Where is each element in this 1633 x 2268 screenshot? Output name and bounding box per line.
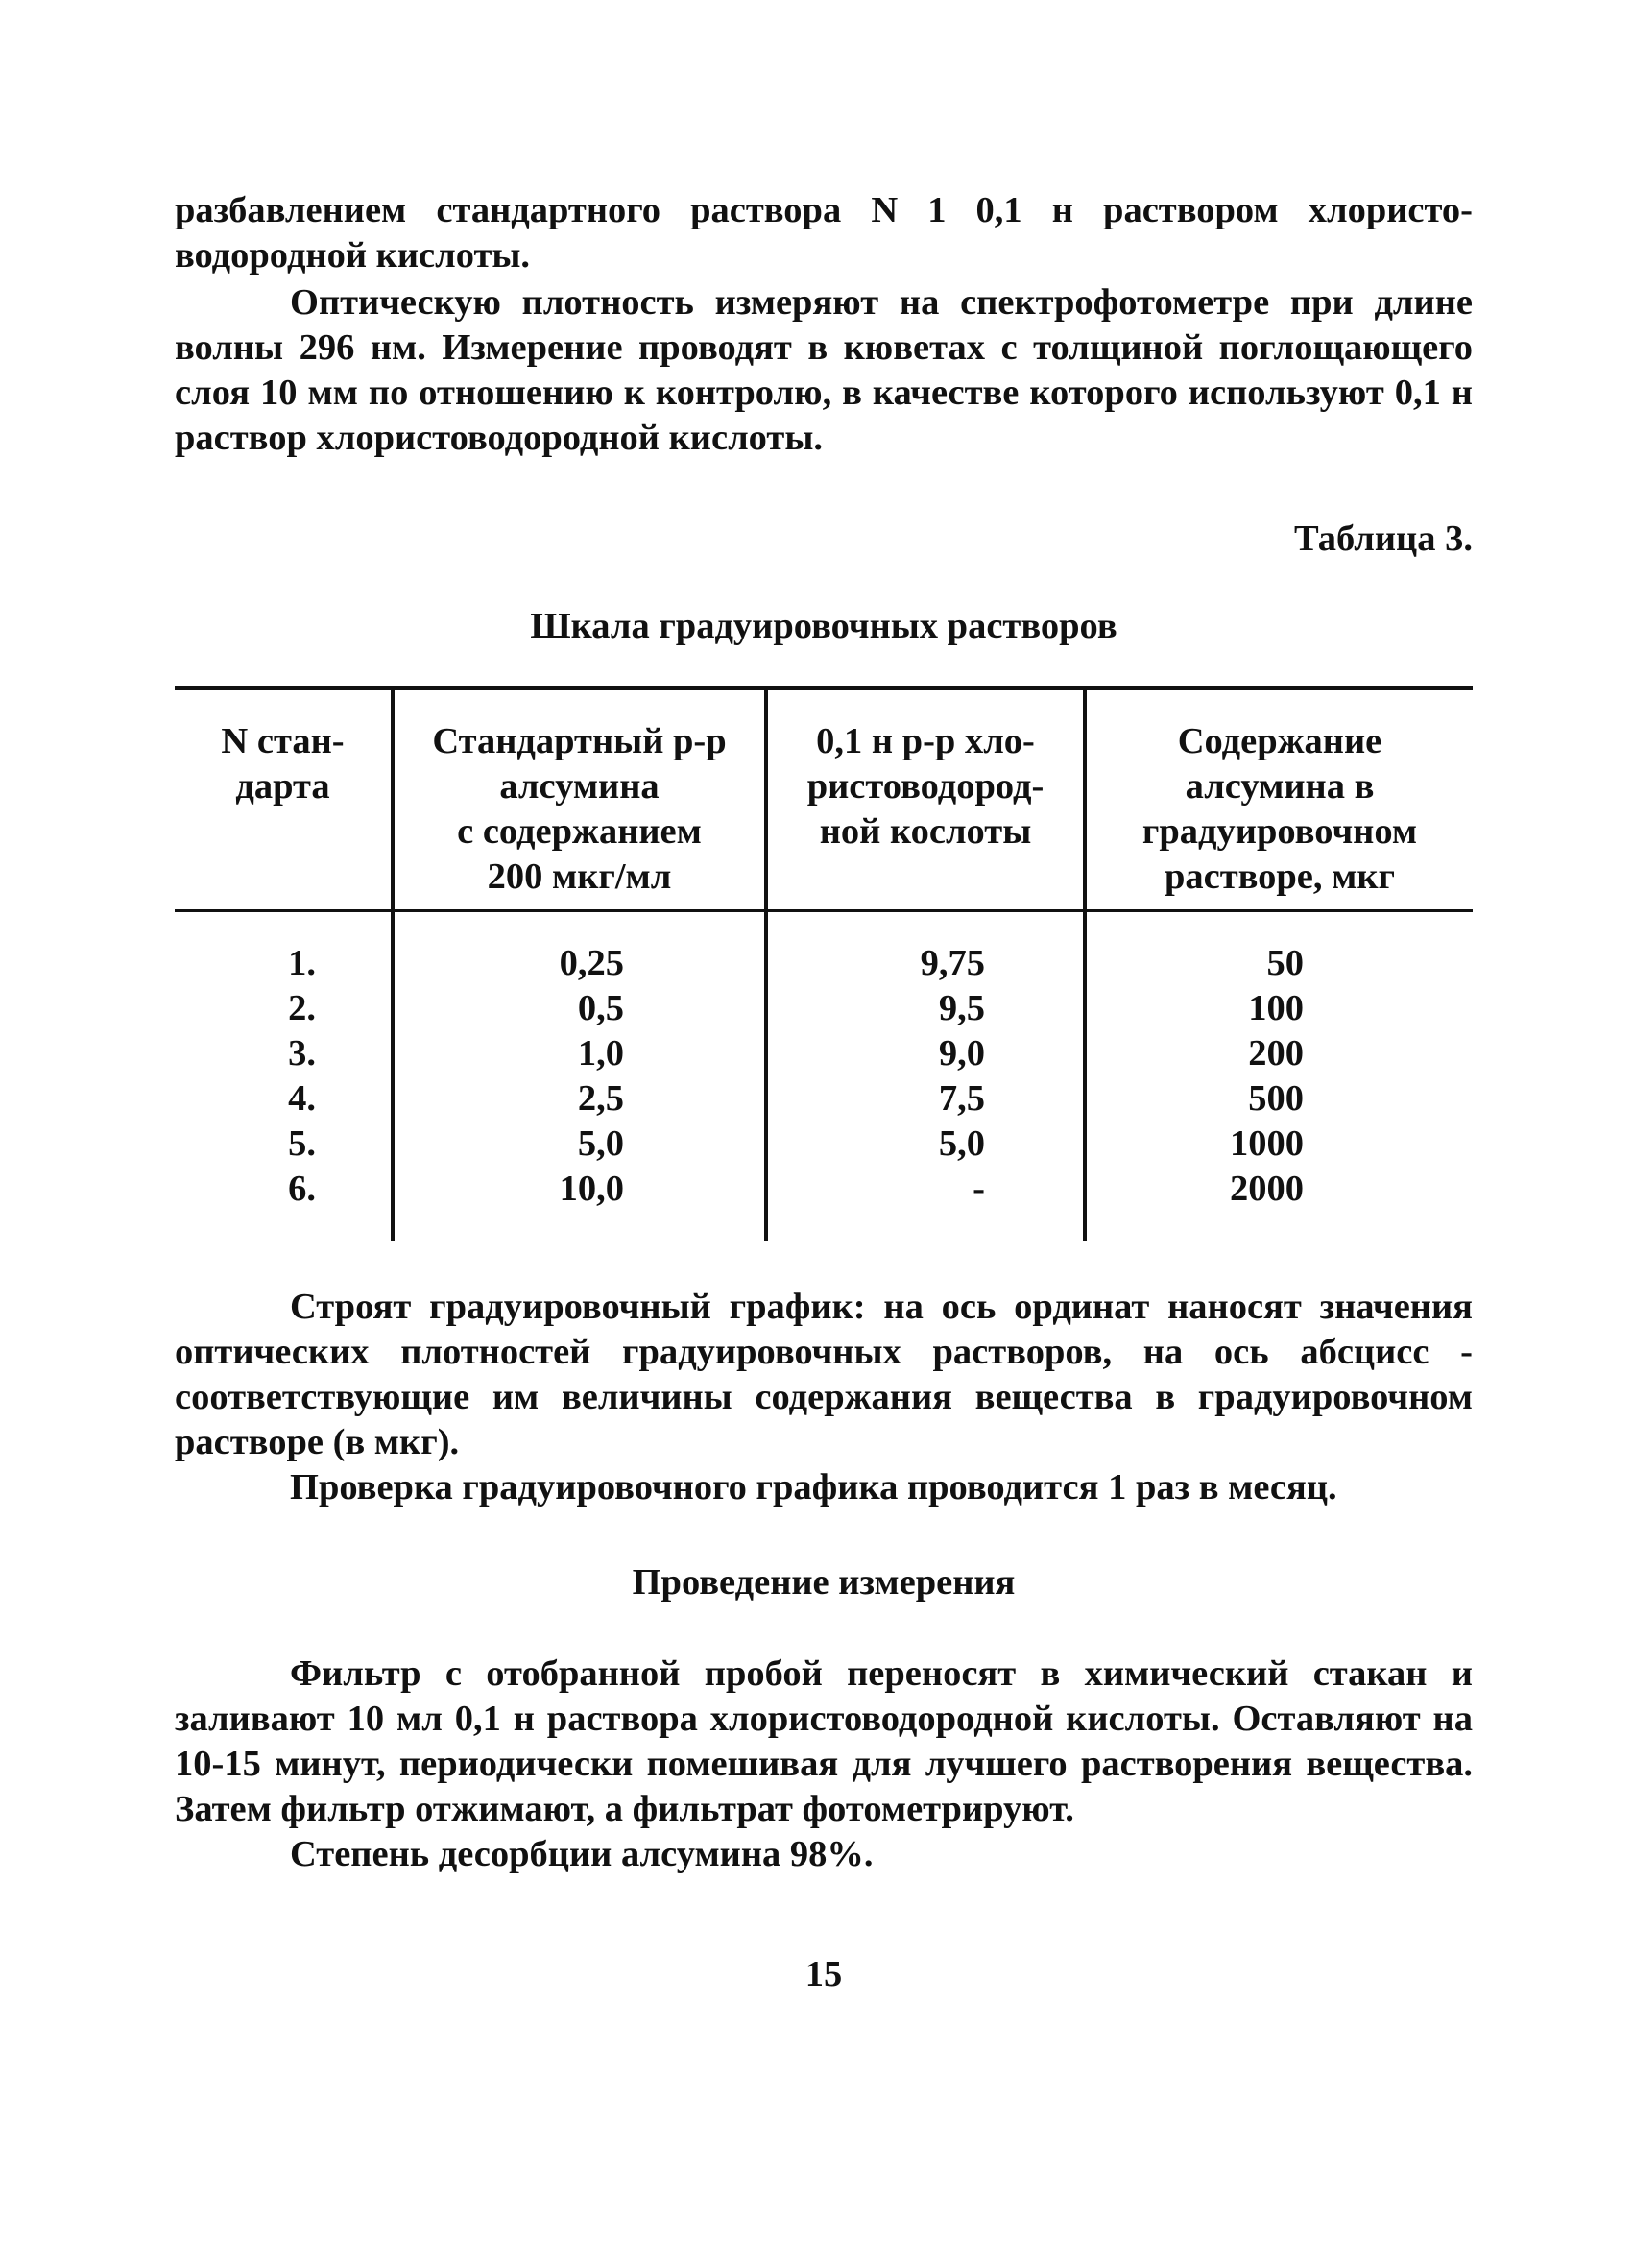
table-cell: 1000 [1230, 1123, 1304, 1164]
table-cell: 200 [1248, 1033, 1304, 1074]
table-cell: 6. [288, 1169, 316, 1209]
paragraph-4: Проверка градуировочного графика проводится 1 раз в месяц. [290, 1467, 1337, 1508]
table-cell: 9,75 [920, 943, 985, 983]
header-content: Содержание алсумина в градуировочном растворе, мкг [1083, 690, 1473, 909]
column-hcl-solution [764, 912, 1083, 1241]
table-cell: 2000 [1230, 1169, 1304, 1209]
table-cell: 500 [1248, 1078, 1304, 1119]
table-cell: 9,0 [938, 1033, 985, 1074]
document-page [175, 188, 1473, 2205]
table-cell: 5,0 [577, 1123, 624, 1164]
table-cell: 2. [288, 988, 316, 1028]
table-cell: 9,5 [938, 988, 985, 1028]
header-standard-number: N стан- дарта [221, 721, 345, 807]
table-cell: 0,5 [577, 988, 624, 1028]
table-cell: 100 [1248, 988, 1304, 1028]
table-cell: 1. [288, 943, 316, 983]
table-cell: 4. [288, 1078, 316, 1119]
table-cell: 1,0 [577, 1033, 624, 1074]
table-cell: 5,0 [938, 1123, 985, 1164]
table-title: Шкала градуировочных растворов [530, 606, 1117, 646]
table-cell: - [973, 1169, 985, 1209]
paragraph-1: разбавлением стандартного раствора N 1 0,1 н раствором хлористо-водородной кислоты. [175, 190, 1473, 276]
table-cell: 7,5 [938, 1078, 985, 1119]
table-header-row [175, 690, 1473, 909]
paragraph-3: Строят градуировочный график: на ось ординат наносят значения оптических плотностей градуировочных растворов, на ось абсцисс - соответствующие им величины содержания вещества в градуировочном растворе (в мкг). [175, 1287, 1473, 1462]
paragraph-5: Фильтр с отобранной пробой переносят в химический стакан и заливают 10 мл 0,1 н раствора хлористоводородной кислоты. Оставляют на 10-15 минут, периодически помешивая для лучшего растворения вещества. Затем фильтр отжимают, а фильтрат фотометрируют. [175, 1653, 1473, 1829]
calibration-table [175, 686, 1473, 1241]
column-content [1083, 912, 1473, 1241]
page-number: 15 [804, 1954, 843, 1994]
table-cell: 0,25 [559, 943, 624, 983]
table-caption: Таблица 3. [1294, 519, 1473, 559]
paragraph-2: Оптическую плотность измеряют на спектрофотометре при длине волны 296 нм. Измерение проводят в кюветах с толщиной поглощающего слоя 10 мм по отношению к контролю, в качестве которого используют 0,1 н раствор хлористоводородной кислоты. [175, 282, 1473, 458]
table-cell: 10,0 [559, 1169, 624, 1209]
table-cell: 3. [288, 1033, 316, 1074]
table-cell: 50 [1266, 943, 1304, 983]
section-title: Проведение измерения [632, 1562, 1016, 1603]
column-stock-solution [391, 912, 764, 1241]
table-cell: 5. [288, 1123, 316, 1164]
header-stock-solution: Стандартный р-р алсумина с содержанием 200 мкг/мл [391, 690, 764, 909]
table-cell: 2,5 [577, 1078, 624, 1119]
column-standard-number [175, 912, 391, 1241]
table-body [175, 912, 1473, 1241]
header-hcl-solution: 0,1 н р-р хло- ристоводород- ной кослоты [764, 690, 1083, 909]
paragraph-6: Степень десорбции алсумина 98%. [290, 1834, 874, 1874]
